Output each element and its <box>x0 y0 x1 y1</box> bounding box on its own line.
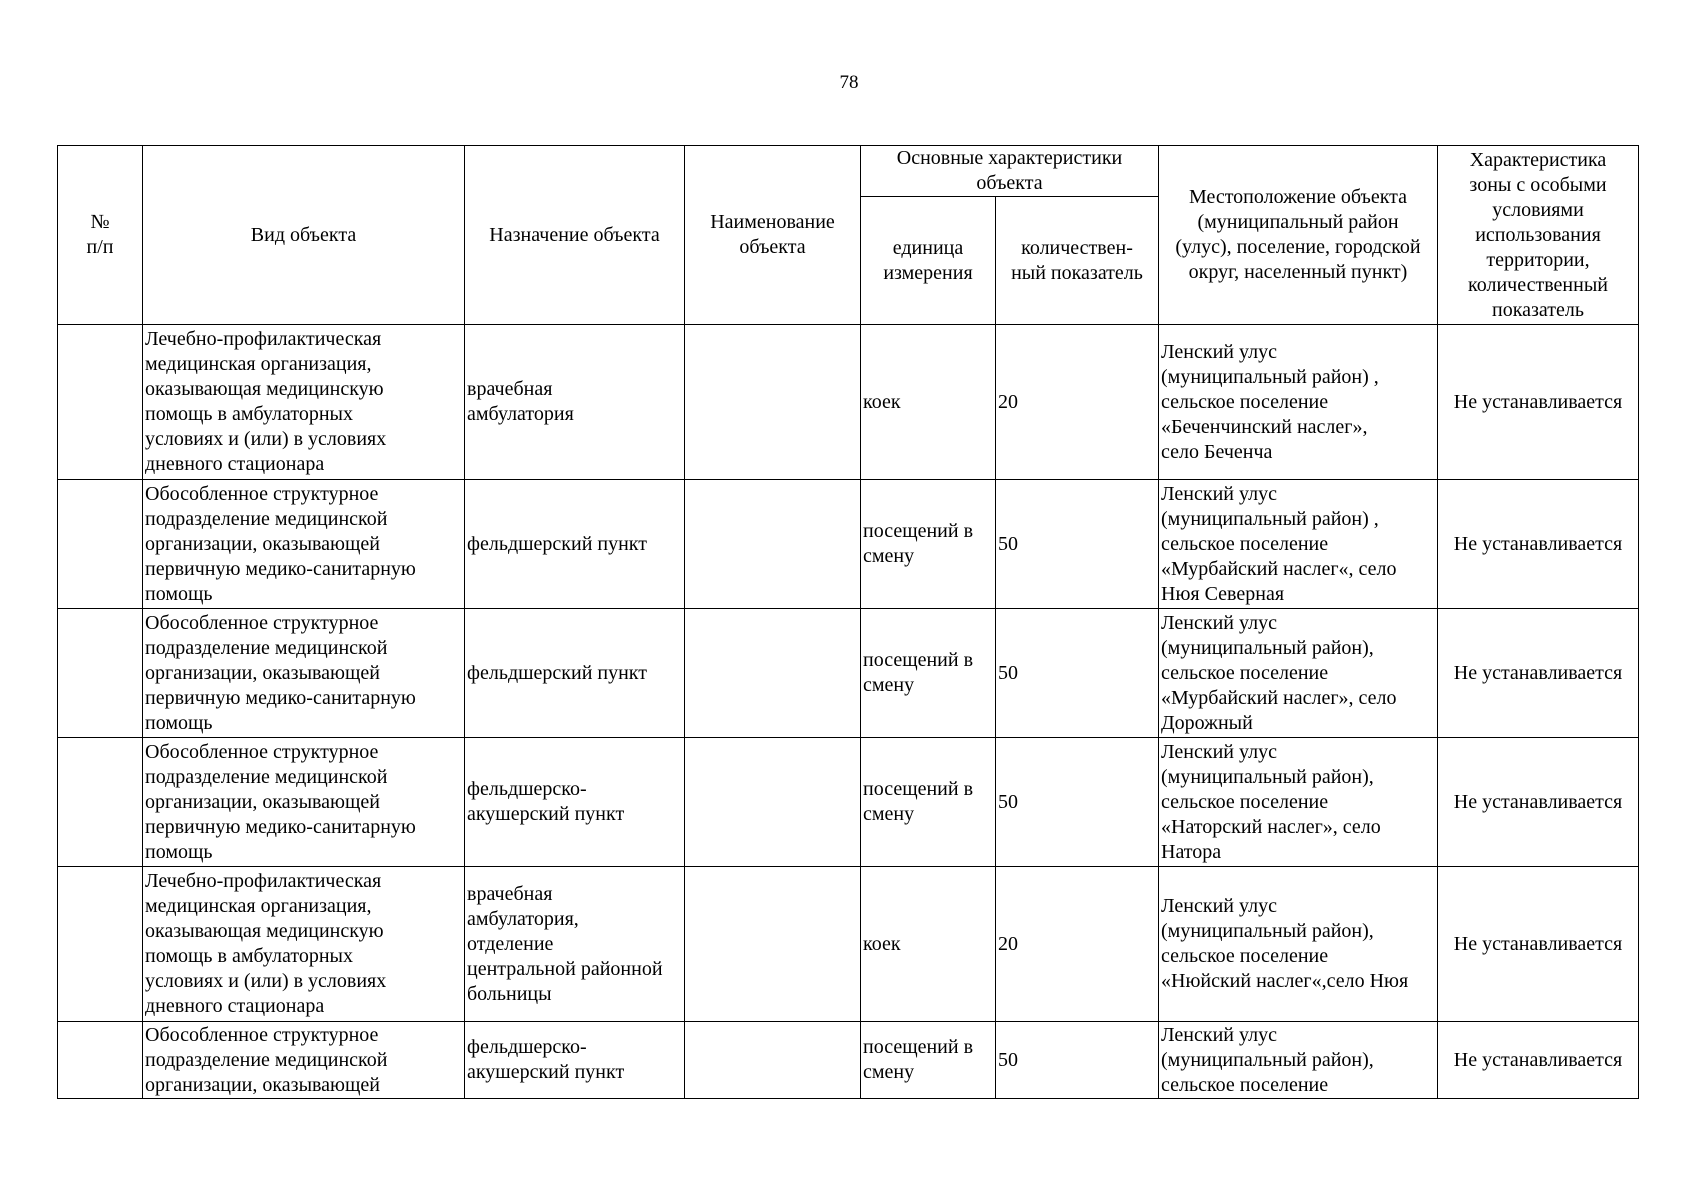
cell-type: Лечебно-профилактическая медицинская организация, оказывающая медицинскую помощь в амбулаторных условиях и (или) в условиях дневного стационара <box>143 325 465 480</box>
cell-num <box>58 325 143 480</box>
header-row-top <box>58 146 1639 197</box>
header-purpose: Назначение объекта <box>465 146 685 325</box>
cell-num <box>58 1022 143 1099</box>
header-name: Наименование объекта <box>685 146 861 325</box>
cell-zone: Не устанавливается <box>1438 480 1639 609</box>
cell-location: Ленский улус (муниципальный район), сельское поселение «Нюйский наслег«,село Нюя <box>1159 867 1438 1022</box>
cell-name <box>685 609 861 738</box>
cell-zone: Не устанавливается <box>1438 867 1639 1022</box>
cell-quantity: 50 <box>996 609 1159 738</box>
table-row <box>58 738 1639 867</box>
header-zone: Характеристика зоны с особыми условиями использования территории, количественный показатель <box>1438 146 1639 325</box>
cell-purpose: фельдшерско- акушерский пункт <box>465 738 685 867</box>
cell-purpose: фельдшерский пункт <box>465 480 685 609</box>
header-location: Местоположение объекта (муниципальный район (улус), поселение, городской округ, населенный пункт) <box>1159 146 1438 325</box>
header-characteristics: Основные характеристики объекта <box>861 146 1159 197</box>
cell-unit: посещений в смену <box>861 609 996 738</box>
cell-location: Ленский улус (муниципальный район) , сельское поселение «Мурбайский наслег«, село Нюя Северная <box>1159 480 1438 609</box>
cell-name <box>685 480 861 609</box>
cell-quantity: 50 <box>996 738 1159 867</box>
table-row <box>58 867 1639 1022</box>
cell-num <box>58 609 143 738</box>
cell-num <box>58 480 143 609</box>
cell-num <box>58 867 143 1022</box>
cell-location: Ленский улус (муниципальный район), сельское поселение «Наторский наслег», село Натора <box>1159 738 1438 867</box>
cell-location: Ленский улус (муниципальный район) , сельское поселение «Беченчинский наслег», село Беченча <box>1159 325 1438 480</box>
cell-location: Ленский улус (муниципальный район), сельское поселение <box>1159 1022 1438 1099</box>
cell-name <box>685 738 861 867</box>
objects-table <box>57 145 1639 1099</box>
cell-name <box>685 325 861 480</box>
cell-purpose: врачебная амбулатория <box>465 325 685 480</box>
cell-quantity: 50 <box>996 1022 1159 1099</box>
table-row <box>58 480 1639 609</box>
cell-zone: Не устанавливается <box>1438 325 1639 480</box>
cell-zone: Не устанавливается <box>1438 1022 1639 1099</box>
page-number: 78 <box>839 72 859 93</box>
cell-quantity: 50 <box>996 480 1159 609</box>
cell-purpose: врачебная амбулатория, отделение центральной районной больницы <box>465 867 685 1022</box>
cell-type: Обособленное структурное подразделение медицинской организации, оказывающей первичную медико-санитарную помощь <box>143 738 465 867</box>
cell-zone: Не устанавливается <box>1438 738 1639 867</box>
cell-num <box>58 738 143 867</box>
table-row <box>58 325 1639 480</box>
header-unit: единица измерения <box>861 197 996 325</box>
cell-type: Обособленное структурное подразделение медицинской организации, оказывающей первичную медико-санитарную помощь <box>143 480 465 609</box>
table-row <box>58 1022 1639 1099</box>
cell-location: Ленский улус (муниципальный район), сельское поселение «Мурбайский наслег», село Дорожный <box>1159 609 1438 738</box>
cell-unit: посещений в смену <box>861 738 996 867</box>
cell-quantity: 20 <box>996 867 1159 1022</box>
cell-unit: коек <box>861 867 996 1022</box>
cell-purpose: фельдшерско- акушерский пункт <box>465 1022 685 1099</box>
cell-name <box>685 867 861 1022</box>
cell-unit: посещений в смену <box>861 480 996 609</box>
header-quantity: количествен- ный показатель <box>996 197 1159 325</box>
cell-type: Лечебно-профилактическая медицинская организация, оказывающая медицинскую помощь в амбулаторных условиях и (или) в условиях дневного стационара <box>143 867 465 1022</box>
cell-purpose: фельдшерский пункт <box>465 609 685 738</box>
cell-type: Обособленное структурное подразделение медицинской организации, оказывающей первичную медико-санитарную помощь <box>143 609 465 738</box>
cell-type: Обособленное структурное подразделение медицинской организации, оказывающей <box>143 1022 465 1099</box>
cell-unit: коек <box>861 325 996 480</box>
cell-unit: посещений в смену <box>861 1022 996 1099</box>
table-row <box>58 609 1639 738</box>
cell-quantity: 20 <box>996 325 1159 480</box>
cell-name <box>685 1022 861 1099</box>
cell-zone: Не устанавливается <box>1438 609 1639 738</box>
header-num: № п/п <box>58 146 143 325</box>
header-type: Вид объекта <box>143 146 465 325</box>
